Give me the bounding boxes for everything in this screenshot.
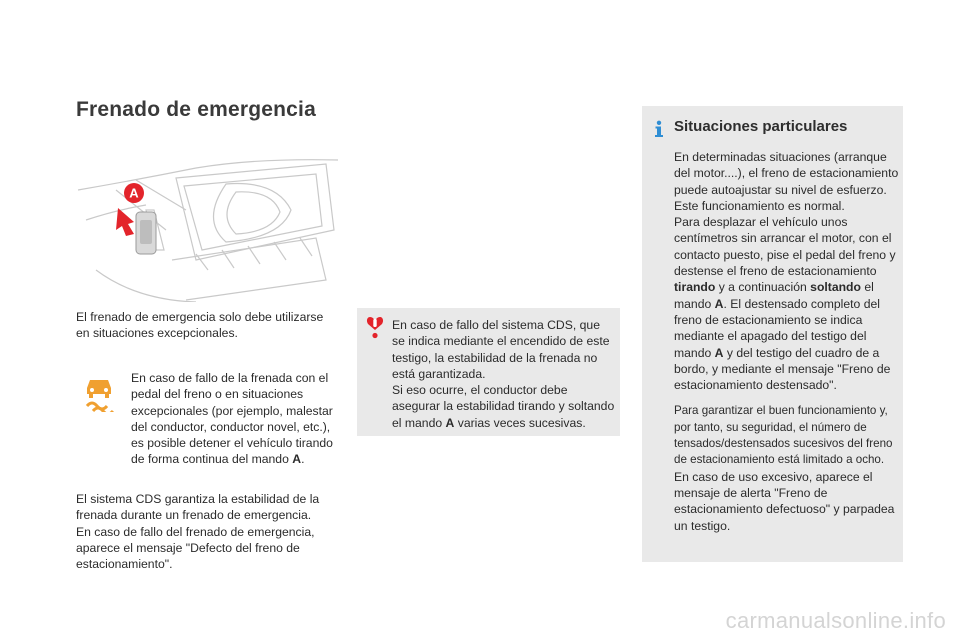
- warning-box: [357, 308, 620, 436]
- page-title: Frenado de emergencia: [76, 98, 316, 121]
- cds-note-line2: En caso de fallo del frenado de emergencia, aparece el mensaje "Defecto del freno de estacionamiento".: [76, 524, 315, 572]
- info-p4: En caso de uso excesivo, aparece el mensaje de alerta "Freno de estacionamiento defectuoso" y parpadea un testigo.: [674, 469, 895, 533]
- info-p1: En determinadas situaciones (arranque del motor....), el freno de estacionamiento puede autoajustar su nivel de esfuerzo. Este funcionamiento es normal.: [674, 150, 899, 213]
- info-p2: Para desplazar el vehículo unos centímetros sin arrancar el motor, con el contacto puesto, pise el pedal del freno y destense el freno de estacionamiento tirando y a continuación soltando el mando A. El destensado completo del freno de estacionamiento se indica mediante el apagado del testigo del mando A y del testigo del cuadro de a bordo, y mediante el mensaje "Freno de estacionamiento destensado".: [674, 215, 896, 393]
- parking-brake-illustration: [76, 150, 338, 302]
- failure-note: En caso de fallo de la frenada con el pedal del freno o en situaciones excepcionales (por ejemplo, malestar del conductor, conductor novel, etc.), es posible detener el vehículo tirando de forma continua del mando A.: [131, 371, 333, 467]
- intro-text: El frenado de emergencia solo debe utilizarse en situaciones excepcionales.: [76, 310, 324, 341]
- info-box-title: Situaciones particulares: [674, 118, 848, 135]
- info-icon: [651, 120, 667, 138]
- cds-note-line1: El sistema CDS garantiza la estabilidad de la frenada durante un frenado de emergencia.: [76, 492, 320, 523]
- cds-note: [76, 491, 338, 572]
- warning-line1: En caso de fallo del sistema CDS, que se indica mediante el encendido de este testigo, la estabilidad de la frenada no está garantizada.: [392, 318, 610, 381]
- illustration-label: A: [129, 185, 139, 201]
- stability-icon: [84, 376, 114, 412]
- info-p3: Para garantizar el buen funcionamiento y, por tanto, su seguridad, el número de tensados/destensados sucesivos del freno de estacionamiento está limitado a ocho.: [674, 404, 893, 467]
- warning-line2: Si eso ocurre, el conductor debe asegurar la estabilidad tirando y soltando el mando A varias veces sucesivas.: [392, 383, 615, 430]
- warning-icon: [365, 316, 385, 340]
- info-box: [642, 106, 903, 562]
- watermark: carmanualsonline.info: [725, 608, 946, 633]
